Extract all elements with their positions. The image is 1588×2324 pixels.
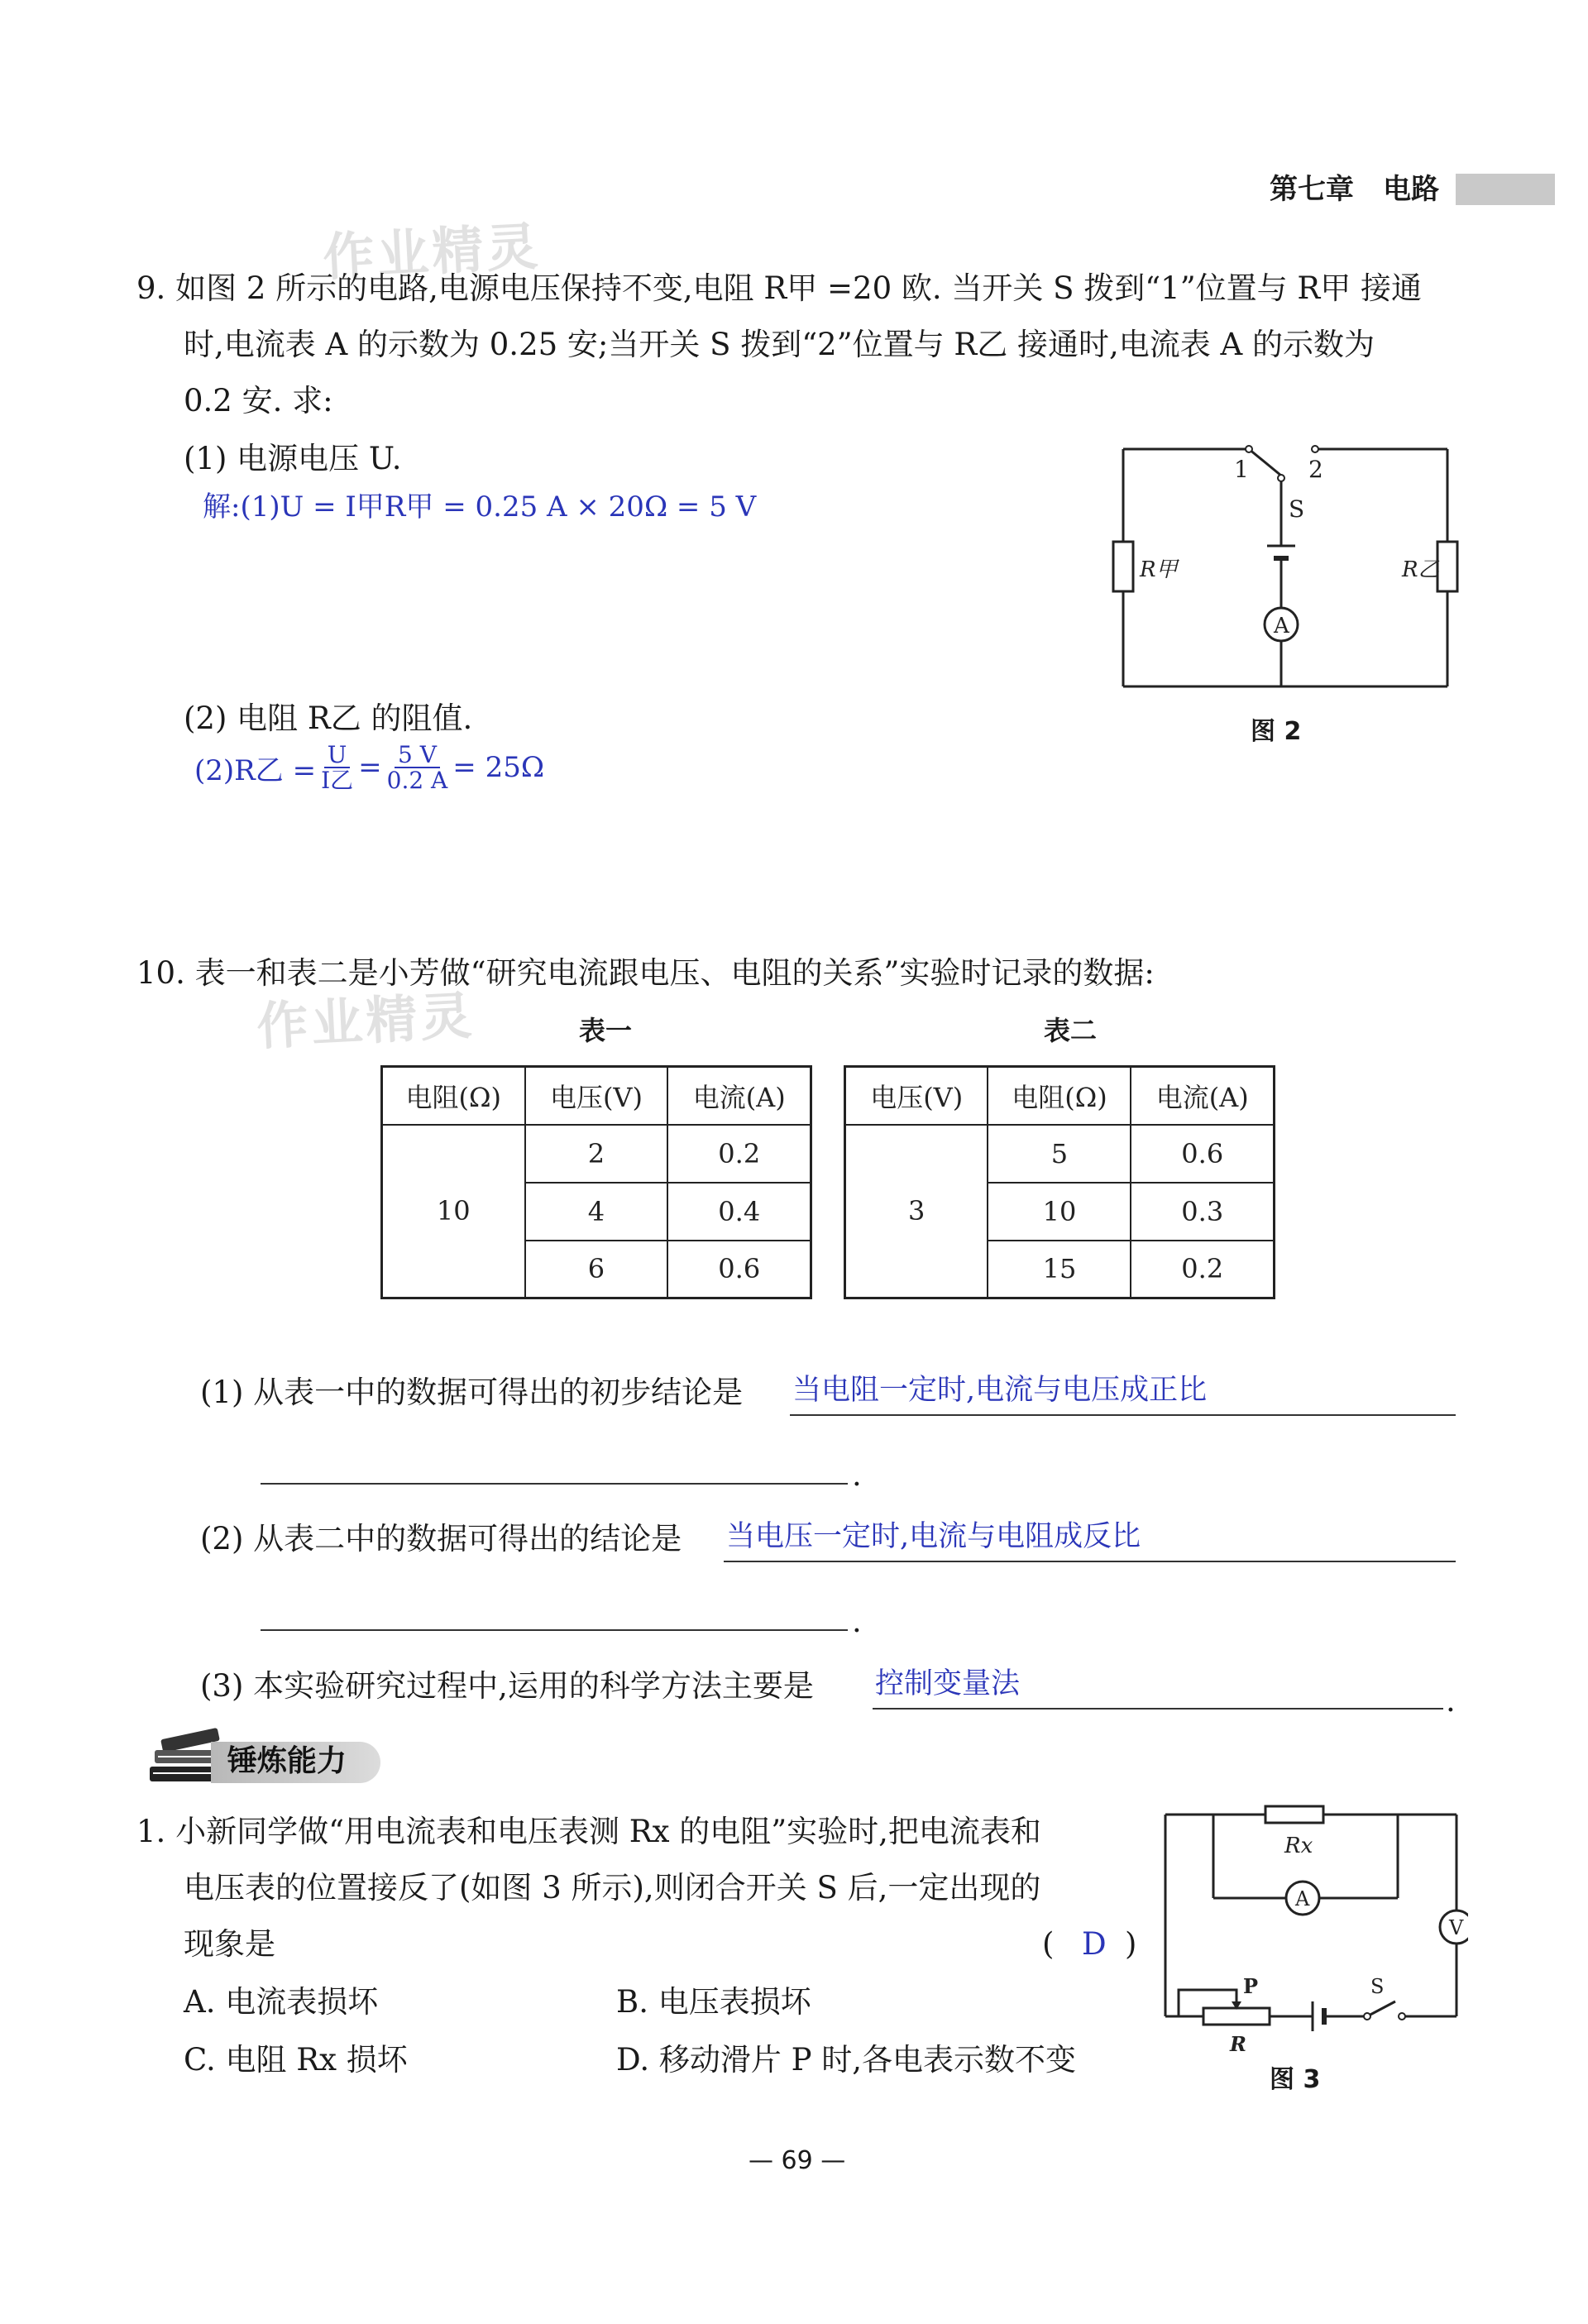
fraction-numerator: U: [324, 743, 351, 768]
fraction-denominator: 0.2 A: [386, 767, 448, 795]
section-title: 锤炼能力: [227, 1744, 347, 1778]
q10-stem: 10. 表一和表二是小芳做“研究电流跟电压、电阻的关系”实验时记录的数据:: [136, 955, 1155, 991]
switch-pivot: [1278, 475, 1284, 481]
table-cell: 10: [988, 1183, 1131, 1241]
table-row: [845, 1125, 1275, 1183]
label-r-jia: R甲: [1140, 557, 1178, 582]
label-r-yi: R乙: [1402, 557, 1440, 582]
q10-answer2: 当电压一定时,电流与电阻成反比: [726, 1520, 1141, 1553]
answer-bracket-close: ): [1125, 1926, 1137, 1962]
q9-answer2-result: = 25Ω: [452, 751, 545, 785]
page-number: — 69 —: [749, 2146, 846, 2175]
answer-line: [873, 1708, 1443, 1710]
table-header-cell: 电流(A): [1131, 1067, 1274, 1125]
table-cell: 0.6: [667, 1241, 811, 1298]
label-s: S: [1289, 495, 1305, 523]
period: .: [1446, 1683, 1456, 1719]
figure3-circuit: [1154, 1795, 1468, 2059]
table-cell: 0.2: [667, 1125, 811, 1183]
s1-line1: 1. 小新同学做“用电流表和电压表测 Rx 的电阻”实验时,把电流表和: [136, 1814, 1041, 1849]
q9-answer2: [194, 743, 544, 793]
option-d[interactable]: D. 移动滑片 P 时,各电表示数不变: [616, 2042, 1077, 2078]
table-cell: 0.3: [1131, 1183, 1274, 1241]
q9-line2: 时,电流表 A 的示数为 0.25 安;当开关 S 拨到“2”位置与 R乙 接通时,电流表 A 的示数为: [184, 327, 1375, 362]
fraction-values: [387, 743, 448, 793]
figure3-caption: 图 3: [1270, 2065, 1321, 2094]
q9-sub2: (2) 电阻 R乙 的阻值.: [184, 701, 473, 736]
fraction-denominator: I乙: [321, 767, 354, 795]
table-cell: 10: [382, 1125, 525, 1298]
q10-p1: (1) 从表一中的数据可得出的初步结论是: [200, 1375, 744, 1410]
label-1: 1: [1234, 456, 1249, 483]
answer-line: [261, 1629, 848, 1631]
q10-answer1: 当电阻一定时,电流与电压成正比: [792, 1374, 1208, 1407]
watermark: 作业精灵: [255, 985, 477, 1057]
switch-contact: [1364, 2013, 1370, 2020]
answer-line: [790, 1414, 1456, 1416]
figure2-circuit: [1108, 434, 1472, 707]
table-cell: 0.6: [1131, 1125, 1274, 1183]
table-header-cell: 电阻(Ω): [382, 1067, 525, 1125]
terminal-1: [1246, 446, 1252, 452]
label-a: A: [1295, 1887, 1310, 1910]
label-a: A: [1274, 614, 1289, 638]
table-cell: 4: [525, 1183, 668, 1241]
table1-title: 表一: [579, 1015, 633, 1046]
q9-sub1: (1) 电源电压 U.: [184, 441, 402, 476]
table-header-cell: 电流(A): [667, 1067, 811, 1125]
answer-choice[interactable]: D: [1082, 1926, 1107, 1962]
table-header-row: [845, 1067, 1275, 1125]
label-rx: Rx: [1284, 1834, 1313, 1858]
chapter-label: 第七章: [1270, 173, 1354, 206]
q9-answer2-prefix: (2)R乙 =: [194, 753, 317, 787]
label-2: 2: [1308, 456, 1323, 483]
figure2-caption: 图 2: [1251, 717, 1302, 746]
watermark: 作业精灵: [321, 216, 543, 288]
q9-line1: 9. 如图 2 所示的电路,电源电压保持不变,电阻 R甲 =20 欧. 当开关 S 拨到“1”位置与 R甲 接通: [136, 270, 1423, 306]
answer-line: [724, 1561, 1456, 1562]
answer-bracket-open: (: [1042, 1926, 1055, 1962]
switch-contact: [1399, 2013, 1405, 2020]
period: .: [852, 1457, 862, 1493]
answer-line: [261, 1483, 848, 1485]
label-r: R: [1230, 2032, 1246, 2056]
table1: [380, 1065, 812, 1299]
table-header-cell: 电阻(Ω): [988, 1067, 1131, 1125]
resistor-r-yi: [1437, 542, 1457, 591]
table-header-cell: 电压(V): [845, 1067, 988, 1125]
table-header-cell: 电压(V): [525, 1067, 668, 1125]
q10-p3: (3) 本实验研究过程中,运用的科学方法主要是: [200, 1668, 814, 1704]
table-cell: 0.2: [1131, 1241, 1274, 1298]
s1-line2: 电压表的位置接反了(如图 3 所示),则闭合开关 S 后,一定出现的: [184, 1870, 1041, 1906]
label-v: V: [1449, 1916, 1464, 1939]
switch-lever: [1367, 2001, 1395, 2016]
chapter-title: 电路: [1383, 173, 1440, 206]
resistor-rx: [1265, 1806, 1323, 1823]
page-header: [1270, 175, 1439, 208]
s1-line3: 现象是: [184, 1926, 275, 1962]
table-cell: 6: [525, 1241, 668, 1298]
q9-answer1: 解:(1)U = I甲R甲 = 0.25 A × 20Ω = 5 V: [203, 490, 757, 524]
q10-answer3: 控制变量法: [875, 1667, 1021, 1700]
option-a[interactable]: A. 电流表损坏: [184, 1984, 379, 2020]
option-b[interactable]: B. 电压表损坏: [616, 1984, 811, 2020]
table2-title: 表二: [1044, 1015, 1098, 1046]
table-cell: 2: [525, 1125, 668, 1183]
q9-line3: 0.2 安. 求:: [184, 383, 333, 418]
table-cell: 3: [845, 1125, 988, 1298]
fraction-u-over-i: [321, 743, 353, 793]
terminal-2: [1312, 446, 1318, 452]
option-c[interactable]: C. 电阻 Rx 损坏: [184, 2042, 408, 2078]
table-row: [382, 1125, 811, 1183]
table-cell: 5: [988, 1125, 1131, 1183]
header-bar: [1456, 174, 1555, 205]
switch-lever: [1249, 449, 1281, 476]
table2: [844, 1065, 1275, 1299]
label-s: S: [1370, 1975, 1385, 1998]
fraction-numerator: 5 V: [395, 743, 440, 768]
q10-p2: (2) 从表二中的数据可得出的结论是: [200, 1521, 682, 1557]
label-p: P: [1243, 1974, 1259, 1998]
equals-sign: =: [358, 751, 382, 785]
table-header-row: [382, 1067, 811, 1125]
table-cell: 0.4: [667, 1183, 811, 1241]
rheostat: [1203, 2008, 1270, 2025]
period: .: [852, 1604, 862, 1639]
table-cell: 15: [988, 1241, 1131, 1298]
resistor-r-jia: [1113, 542, 1133, 591]
